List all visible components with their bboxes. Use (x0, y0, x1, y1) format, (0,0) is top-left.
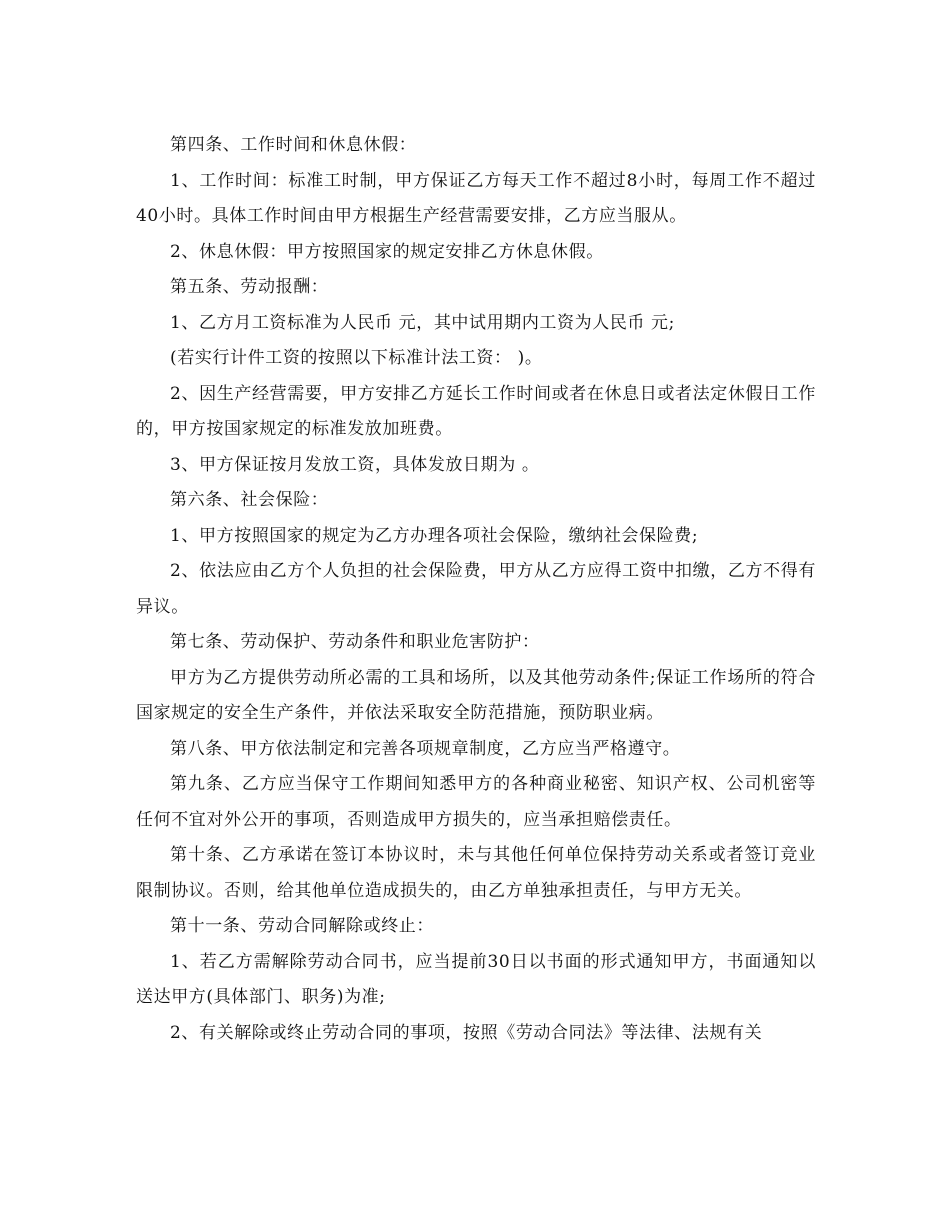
article-7-heading: 第七条、劳动保护、劳动条件和职业危害防护： (170, 632, 540, 652)
article-5-clause-3: 3、甲方保证按月发放工资，具体发放日期为 。 (170, 454, 540, 475)
article-5-heading: 第五条、劳动报酬： (170, 277, 329, 297)
article-9: 第九条、乙方应当保守工作期间知悉甲方的各种商业秘密、知识产权、公司机密等任何不宜对外公开的事项，否则造成甲方损失的，应当承担赔偿责任。 (136, 774, 816, 830)
article-11-clause-2: 2、有关解除或终止劳动合同的事项，按照《劳动合同法》等法律、法规有关 (170, 1022, 763, 1043)
article-5-clause-1: 1、乙方月工资标准为人民币 元，其中试用期内工资为人民币 元; (170, 312, 675, 333)
article-5-clause-2: 2、因生产经营需要，甲方安排乙方延长工作时间或者在休息日或者法定休假日工作的，甲方按国家规定的标准发放加班费。 (136, 383, 816, 439)
document-body (136, 128, 816, 1051)
article-5-piecework-note: (若实行计件工资的按照以下标准计法工资： )。 (170, 348, 543, 368)
article-8: 第八条、甲方依法制定和完善各项规章制度，乙方应当严格遵守。 (170, 738, 681, 759)
article-7-body: 甲方为乙方提供劳动所必需的工具和场所，以及其他劳动条件;保证工作场所的符合国家规定的安全生产条件，并依法采取安全防范措施，预防职业病。 (136, 667, 816, 723)
article-10: 第十条、乙方承诺在签订本协议时，未与其他任何单位保持劳动关系或者签订竞业限制协议。否则，给其他单位造成损失的，由乙方单独承担责任，与甲方无关。 (136, 845, 816, 901)
article-4-heading: 第四条、工作时间和休息休假： (170, 135, 417, 155)
article-6-heading: 第六条、社会保险： (170, 490, 329, 510)
article-4-clause-1: 1、工作时间：标准工时制，甲方保证乙方每天工作不超过8小时，每周工作不超过40小时。具体工作时间由甲方根据生产经营需要安排，乙方应当服从。 (136, 170, 816, 226)
article-6-clause-1: 1、甲方按照国家的规定为乙方办理各项社会保险，缴纳社会保险费; (170, 525, 699, 546)
article-4-clause-2: 2、休息休假：甲方按照国家的规定安排乙方休息休假。 (170, 241, 604, 262)
article-6-clause-2: 2、依法应由乙方个人负担的社会保险费，甲方从乙方应得工资中扣缴，乙方不得有异议。 (136, 561, 816, 617)
article-11-heading: 第十一条、劳动合同解除或终止： (170, 916, 434, 936)
article-11-clause-1: 1、若乙方需解除劳动合同书，应当提前30日以书面的形式通知甲方，书面通知以送达甲方(具体部门、职务)为准; (136, 951, 816, 1007)
